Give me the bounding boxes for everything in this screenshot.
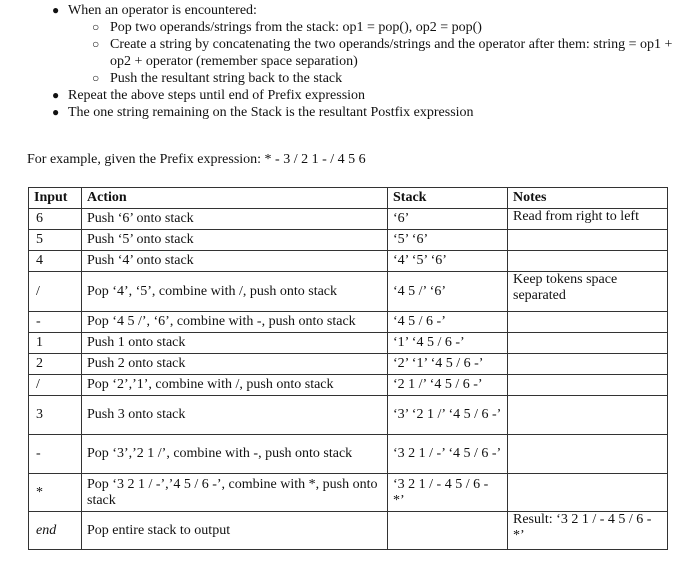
table-row	[29, 512, 668, 550]
bullet-operator	[48, 2, 688, 87]
cell-notes	[508, 251, 668, 272]
cell-stack	[388, 512, 508, 550]
cell-input: 4	[29, 251, 82, 272]
cell-notes	[508, 230, 668, 251]
cell-input: -	[29, 435, 82, 474]
cell-action: Pop ‘4’, ‘5’, combine with /, push onto stack	[82, 272, 388, 312]
cell-notes: Result: ‘3 2 1 / - 4 5 / 6 - *’	[508, 512, 668, 550]
cell-stack: ‘1’ ‘4 5 / 6 -’	[388, 333, 508, 354]
cell-input: end	[29, 512, 82, 550]
cell-stack: ‘4 5 /’ ‘6’	[388, 272, 508, 312]
table-row	[29, 333, 668, 354]
cell-input: -	[29, 312, 82, 333]
table-row	[29, 230, 668, 251]
cell-notes	[508, 354, 668, 375]
cell-input: 1	[29, 333, 82, 354]
cell-stack: ‘4’ ‘5’ ‘6’	[388, 251, 508, 272]
sub-bullets	[68, 19, 688, 87]
cell-stack: ‘3’ ‘2 1 /’ ‘4 5 / 6 -’	[388, 396, 508, 435]
bullet-dot-icon: ●	[52, 88, 60, 102]
header-action: Action	[82, 188, 388, 209]
table-row	[29, 474, 668, 512]
cell-stack: ‘4 5 / 6 -’	[388, 312, 508, 333]
cell-stack: ‘2 1 /’ ‘4 5 / 6 -’	[388, 375, 508, 396]
bullet-circle-icon: ○	[92, 37, 100, 51]
table-row	[29, 251, 668, 272]
cell-input: 2	[29, 354, 82, 375]
cell-action: Pop entire stack to output	[82, 512, 388, 550]
table-row	[29, 396, 668, 435]
cell-notes	[508, 333, 668, 354]
conversion-table	[28, 187, 668, 550]
bullet-circle-icon: ○	[92, 71, 100, 85]
bullet-repeat	[48, 87, 688, 104]
cell-notes	[508, 375, 668, 396]
cell-action: Push ‘5’ onto stack	[82, 230, 388, 251]
header-input: Input	[29, 188, 82, 209]
cell-notes	[508, 435, 668, 474]
sub-bullet-pop	[68, 19, 688, 36]
cell-action: Push 2 onto stack	[82, 354, 388, 375]
cell-notes	[508, 474, 668, 512]
cell-notes	[508, 312, 668, 333]
cell-input: *	[29, 474, 82, 512]
algorithm-bullets	[48, 2, 688, 121]
cell-action: Push ‘4’ onto stack	[82, 251, 388, 272]
bullet-text: The one string remaining on the Stack is the resultant Postfix expression	[68, 105, 474, 120]
cell-stack: ‘6’	[388, 209, 508, 230]
cell-action: Push ‘6’ onto stack	[82, 209, 388, 230]
cell-action: Pop ‘3 2 1 / -’,’4 5 / 6 -’, combine with *, push onto stack	[82, 474, 388, 512]
cell-action: Push 3 onto stack	[82, 396, 388, 435]
bullet-dot-icon: ●	[52, 3, 60, 17]
sub-bullet-push	[68, 70, 688, 87]
cell-input: /	[29, 375, 82, 396]
cell-action: Pop ‘3’,’2 1 /’, combine with -, push onto stack	[82, 435, 388, 474]
cell-action: Push 1 onto stack	[82, 333, 388, 354]
cell-stack: ‘3 2 1 / -’ ‘4 5 / 6 -’	[388, 435, 508, 474]
cell-stack: ‘2’ ‘1’ ‘4 5 / 6 -’	[388, 354, 508, 375]
bullet-result	[48, 104, 688, 121]
cell-stack: ‘3 2 1 / - 4 5 / 6 - *’	[388, 474, 508, 512]
bullet-text: Repeat the above steps until end of Prefix expression	[68, 88, 366, 103]
table-row	[29, 272, 668, 312]
header-notes: Notes	[508, 188, 668, 209]
table-row	[29, 375, 668, 396]
sub-bullet-text: Push the resultant string back to the stack	[110, 71, 343, 86]
cell-action: Pop ‘2’,’1’, combine with /, push onto stack	[82, 375, 388, 396]
table-row	[29, 312, 668, 333]
cell-action: Pop ‘4 5 /’, ‘6’, combine with -, push onto stack	[82, 312, 388, 333]
sub-bullet-text: Pop two operands/strings from the stack: op1 = pop(), op2 = pop()	[110, 20, 482, 35]
sub-bullet-text: Create a string by concatenating the two operands/strings and the operator after them: string = op1 + op2 + operator (remember space separation)	[110, 37, 673, 69]
cell-input: 3	[29, 396, 82, 435]
cell-input: 5	[29, 230, 82, 251]
table-header-row	[29, 188, 668, 209]
table-row	[29, 354, 668, 375]
cell-input: 6	[29, 209, 82, 230]
bullet-text: When an operator is encountered:	[68, 3, 257, 18]
table-row	[29, 209, 668, 230]
header-stack: Stack	[388, 188, 508, 209]
cell-stack: ‘5’ ‘6’	[388, 230, 508, 251]
bullet-circle-icon: ○	[92, 20, 100, 34]
example-intro: For example, given the Prefix expression: * - 3 / 2 1 - / 4 5 6	[27, 152, 366, 167]
cell-notes	[508, 396, 668, 435]
bullet-dot-icon: ●	[52, 105, 60, 119]
sub-bullet-concat	[68, 36, 688, 70]
table-row	[29, 435, 668, 474]
cell-notes: Read from right to left	[508, 209, 668, 230]
cell-notes: Keep tokens space separated	[508, 272, 668, 312]
cell-input: /	[29, 272, 82, 312]
